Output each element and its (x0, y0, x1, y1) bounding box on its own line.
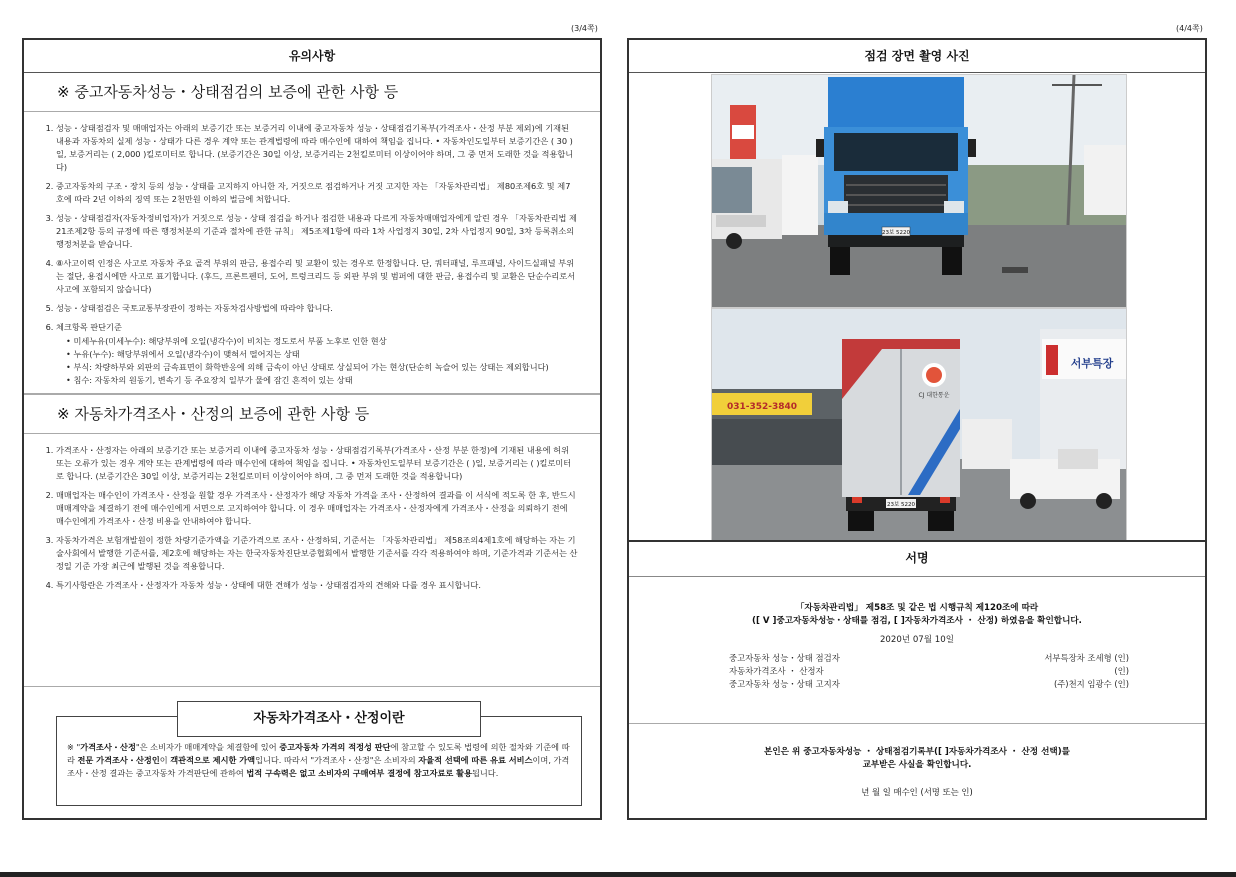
sub-item: • 침수: 자동차의 원동기, 변속기 등 주요장치 일부가 물에 잠긴 흔적이 있는 상태 (66, 374, 578, 387)
notes-header: 유의사항 (24, 40, 600, 73)
signer-row (729, 678, 1129, 691)
section1-list (24, 112, 600, 393)
signature-header: 서명 (629, 540, 1205, 577)
signer-name: (주)천지 임광수 (1053, 679, 1112, 689)
list-item: 5. 성능・상태점검은 국토교통부장관이 정하는 자동차검사방법에 따라야 합니다. (56, 302, 578, 315)
page-number-left: (3/4쪽) (571, 24, 598, 33)
sub-item: • 누유(누수): 해당부위에서 오일(냉각수)이 맺혀서 떨어지는 상태 (66, 348, 578, 361)
list-item-label: 체크항목 판단기준 (56, 322, 122, 332)
section2-title: ※ 자동차가격조사・산정의 보증에 관한 사항 등 (24, 394, 600, 434)
signer-role: 중고자동차 성능・상태 점검자 (729, 653, 840, 663)
list-item: 2. 매매업자는 매수인이 가격조사・산정을 원할 경우 가격조사・산정자가 해당 자동차 가격을 조사・산정하여 결과를 이 서식에 적도록 한 후, 반드시 매매계약을 체결하기 전에 매수인에게 서면으로 고지하여야 합니다. 이 경우 매매업자는 가격조사・산정자에게 가격조사・산정을 의뢰하기 전에 매수인에게 가격조사・산정 비용을 안내하여야 합니다. (56, 489, 578, 528)
price-note-text: ※ "가격조사・산정"은 소비자가 매매계약을 체결함에 있어 중고자동차 가격의 적정성 판단에 참고할 수 있도록 법령에 의한 절차와 기준에 따라 전문 가격조사・산정인이 객관적으로 제시한 가액입니다. 따라서 "가격조사・산정"은 소비자의 자율적 선택에 따른 유료 서비스이며, 가격조사・산정 결과는 중고자동차 가격판단에 관하여 법적 구속력은 없고 소비자의 구매여부 결정에 참고자료로 활용됩니다. (67, 742, 570, 778)
law-line-2: ([ V ]중고자동차성능・상태를 점검, [ ]자동차가격조사 ・ 산정) 하였음을 확인합니다. (752, 616, 1082, 626)
seal-mark: (인) (1114, 679, 1129, 689)
signer-row (729, 652, 1129, 665)
price-note-box (56, 711, 582, 806)
signer-role: 중고자동차 성능・상태 고지자 (729, 679, 840, 689)
page-number-right: (4/4쪽) (1176, 24, 1203, 33)
law-line-1: 「자동차관리법」 제58조 및 같은 법 시행규칙 제120조에 따라 (795, 603, 1039, 613)
signature-statement (629, 602, 1205, 647)
seal-mark: (인) (1114, 666, 1129, 676)
signer-role: 자동차가격조사 ・ 산정자 (729, 666, 824, 676)
notes-page (22, 38, 602, 820)
list-item: 1. 성능・상태점검자 및 매매업자는 아래의 보증기간 또는 보증거리 이내에 중고자동차 성능・상태점검기록부(가격조사・산정 부분 제외)에 기재된 내용과 자동차의 실제 성능・상태가 다른 경우 계약 또는 관계법령에 따라 매수인에 대하여 책임을 집니다. • 자동차인도일부터 보증기간은 ( 30 )일, 보증거리는 ( 2,000 )킬로미터로 합니다. (보증기간은 30일 이상, 보증거리는 2천킬로미터 이상이어야 하며, 그 중 먼저 도래한 것을 적용합니다) (56, 122, 578, 174)
plate-rear: 23보 5220 (886, 502, 916, 508)
list-item: 4. 특기사항란은 가격조사・산정자가 자동차 성능・상태에 대한 견해가 성능・상태점검자의 견해와 다를 경우 표시합니다. (56, 579, 578, 592)
buyer-confirmation (629, 723, 1205, 799)
signer-name: 서부특장차 조세형 (1044, 653, 1112, 663)
price-note-title: 자동차가격조사・산정이란 (177, 701, 481, 737)
photo-sign-page (627, 38, 1207, 820)
inspection-photo-front (711, 74, 1127, 308)
signer-list (729, 652, 1129, 691)
list-item: 2. 중고자동차의 구조・장치 등의 성능・상태를 고지하지 아니한 자, 거짓으로 점검하거나 거짓 고지한 자는 「자동차관리법」 제80조제6호 및 제7호에 따라 2년 이하의 징역 또는 2천만원 이하의 벌금에 처합니다. (56, 180, 578, 206)
list-item: 3. 성능・상태점검자(자동차정비업자)가 거짓으로 성능・상태 점검을 하거나 점검한 내용과 다르게 자동차매매업자에게 알린 경우 「자동차관리법 제21조제2항 등의 규정에 따른 행정처분의 기준과 절차에 관한 규칙」 제5조제1항에 따라 1차 사업정지 30일, 2차 사업정지 90일, 3차 등록취소의 행정처분을 받습니다. (56, 212, 578, 251)
sub-item: • 부식: 차량하부와 외판의 금속표면이 화학반응에 의해 금속이 아닌 상태로 상실되어 가는 현상(단순히 녹슬어 있는 상태는 제외합니다) (66, 361, 578, 374)
section2-list (24, 434, 600, 604)
list-item: 3. 자동차가격은 보험개발원이 정한 차량기준가액을 기준가격으로 조사・산정하되, 기준서는 「자동차관리법」 제58조의4제1호에 해당하는 자는 기술사회에서 발행한 기준서를, 제2호에 해당하는 자는 한국자동차진단보증협회에서 발행한 기준서를 각각 적용하여야 하며, 기준가격과 기준서는 산정일 기준 가장 최근에 발행된 것을 적용합니다. (56, 534, 578, 573)
sign-board-name: 서부특장 (1070, 357, 1114, 370)
seal-mark: (인) (1114, 653, 1129, 663)
sub-item: • 미세누유(미세누수): 해당부위에 오일(냉각수)이 비치는 정도로서 부품 노후로 인한 현상 (66, 335, 578, 348)
list-item (56, 321, 578, 387)
buyer-sign-line: 년 월 일 매수인 (서명 또는 인) (861, 787, 973, 797)
sign-board-phone: 031-352-3840 (726, 402, 798, 412)
plate-front: 23보 5220 (881, 230, 911, 236)
signature-date: 2020년 07월 10일 (879, 635, 955, 645)
list-item: 1. 가격조사・산정자는 아래의 보증기간 또는 보증거리 이내에 중고자동차 성능・상태점검기록부(가격조사・산정 부분 한정)에 기재된 내용에 허위 또는 오류가 있는 경우 계약 또는 관계법령에 따라 매수인에 대하여 책임을 집니다. • 자동차인도일부터 보증기간은 ( )일, 보증거리는 ( )킬로미터로 합니다. (보증기간은 30일 이상, 보증거리는 2천킬로미터 이상이어야 하며, 그 중 먼저 도래한 것을 적용합니다) (56, 444, 578, 483)
signer-row (729, 665, 1129, 678)
bottom-rule (0, 872, 1236, 877)
confirm-line-1: 본인은 위 중고자동차성능 ・ 상태점검기록부([ ]자동차가격조사 ・ 산정 선택)를 (764, 747, 1070, 757)
inspection-photo-rear (711, 308, 1127, 542)
confirm-line-2: 교부받은 사실을 확인합니다. (862, 760, 972, 770)
section1-title: ※ 중고자동차성능・상태점검의 보증에 관한 사항 등 (24, 73, 600, 112)
list-item: 4. ⑧사고이력 인정은 사고로 자동차 주요 골격 부위의 판금, 용접수리 및 교환이 있는 경우로 한정합니다. 단, 쿼터패널, 루프패널, 사이드실패널 부위는 절단, 용접시에만 사고로 표기합니다. (후드, 프론트펜더, 도어, 트렁크리드 등 외판 부위 및 범퍼에 대한 판금, 용접수리 및 교환은 단순수리로서 사고에 포함되지 않습니다) (56, 257, 578, 296)
photo-header: 점검 장면 촬영 사진 (629, 40, 1205, 73)
sign-board-cj: CJ 대한통운 (918, 392, 950, 399)
